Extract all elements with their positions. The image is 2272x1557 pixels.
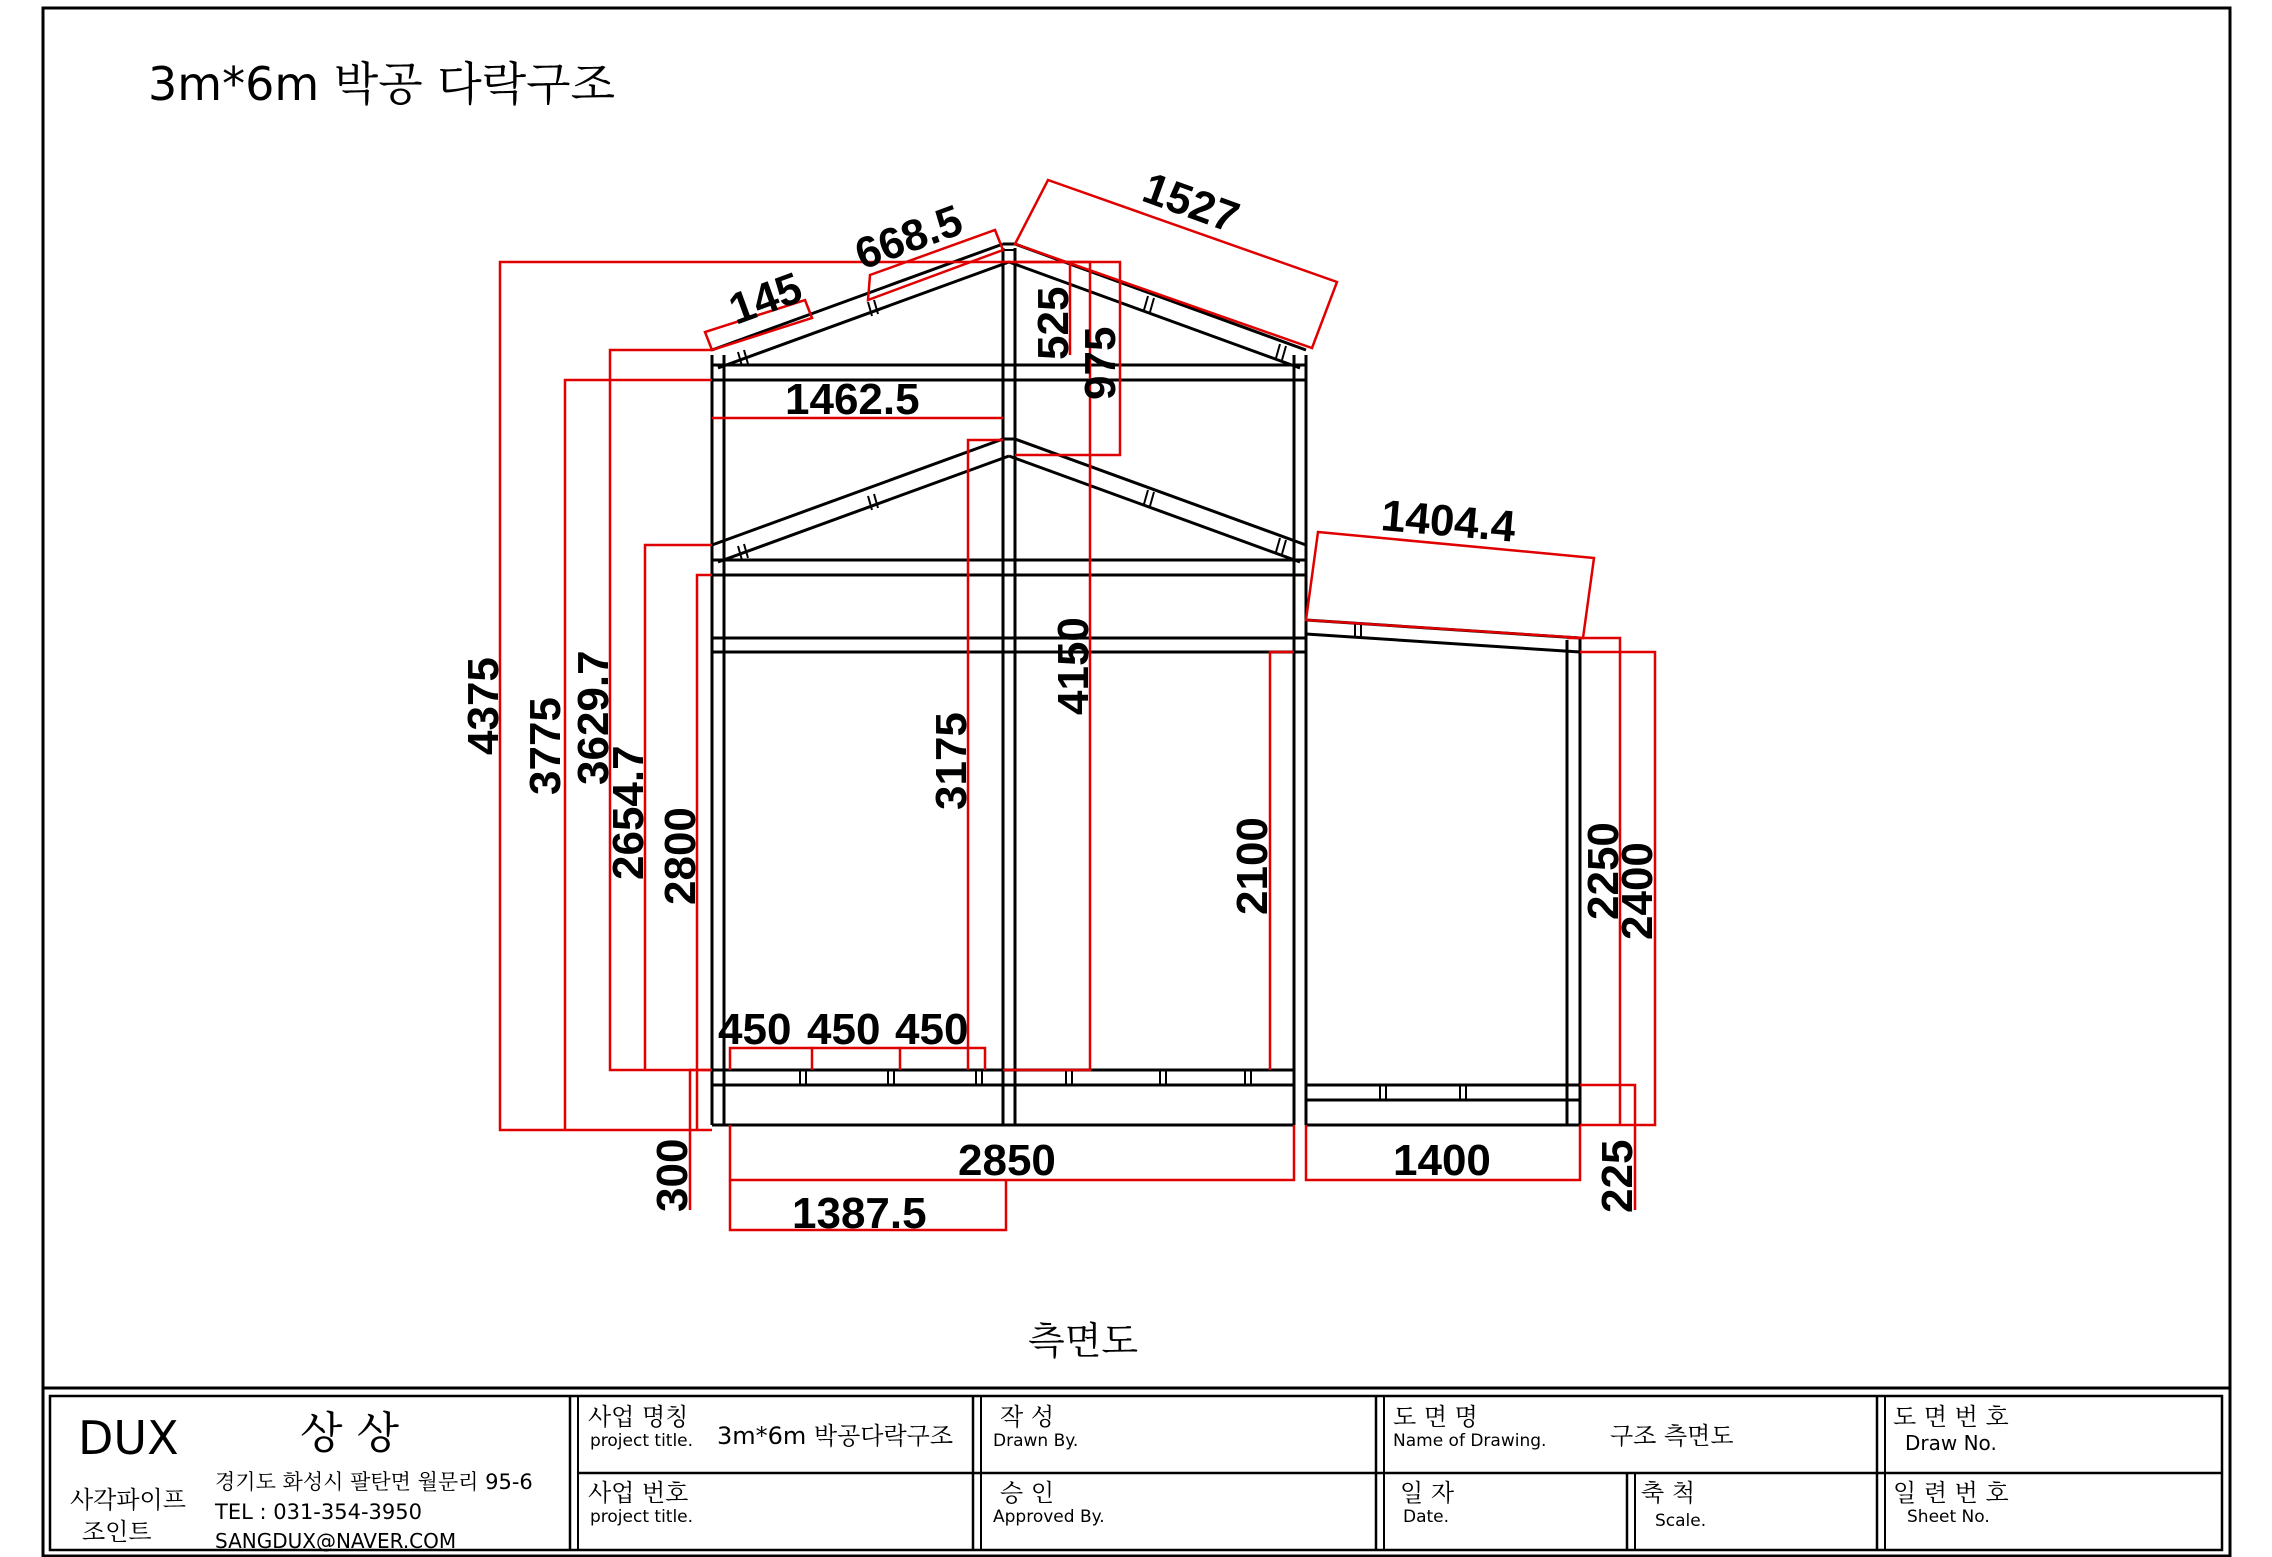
company-email: SANGDUX@NAVER.COM: [215, 1529, 457, 1553]
dim-2654-7: 2654.7: [604, 745, 653, 880]
date-label: 일 자: [1400, 1479, 1454, 1507]
dim-1387-5: 1387.5: [792, 1189, 927, 1238]
approved-sub: Approved By.: [993, 1507, 1105, 1527]
date-sub: Date.: [1403, 1507, 1450, 1527]
company-cell: [70, 1408, 533, 1553]
sheet-no-sub: Sheet No.: [1907, 1507, 1990, 1527]
dim-2100: 2100: [1228, 817, 1277, 915]
sheet-no-label: 일 련 번 호: [1893, 1479, 2009, 1507]
dim-450-b: 450: [807, 1005, 881, 1054]
dim-450-c: 450: [895, 1005, 969, 1054]
company-name: 상 상: [300, 1408, 399, 1459]
drawn-sub: Drawn By.: [993, 1431, 1079, 1451]
dim-4375: 4375: [459, 657, 508, 755]
scale-sub: Scale.: [1655, 1511, 1707, 1531]
scale-label: 축 척: [1641, 1479, 1695, 1507]
approved-label: 승 인: [1000, 1479, 1054, 1507]
project-name-sub: project title.: [590, 1431, 694, 1451]
dim-1400: 1400: [1393, 1136, 1491, 1185]
dim-2800: 2800: [656, 807, 705, 905]
dim-1404-4: 1404.4: [1379, 491, 1518, 552]
company-tel: TEL : 031-354-3950: [215, 1500, 422, 1524]
dim-450-a: 450: [718, 1005, 792, 1054]
dim-668-5: 668.5: [848, 195, 969, 280]
company-address: 경기도 화성시 팔탄면 월문리 95-6: [215, 1470, 533, 1494]
drawing-name-sub: Name of Drawing.: [1393, 1431, 1547, 1451]
dim-300: 300: [648, 1138, 697, 1212]
view-name: 측면도: [1028, 1319, 1139, 1363]
dim-3775: 3775: [521, 697, 570, 795]
dim-145: 145: [722, 263, 809, 335]
company-sub2: 조인트: [82, 1518, 152, 1546]
project-no-sub: project title.: [590, 1507, 694, 1527]
dim-975: 975: [1076, 326, 1125, 400]
dim-1462-5: 1462.5: [785, 375, 920, 424]
drawn-label: 작 성: [1000, 1403, 1054, 1431]
dim-2850: 2850: [958, 1136, 1056, 1185]
dim-1527: 1527: [1136, 163, 1246, 243]
dim-3629-7: 3629.7: [569, 650, 618, 785]
project-no-label: 사업 번호: [588, 1479, 689, 1507]
company-brand: DUX: [78, 1411, 179, 1465]
company-sub1: 사각파이프: [70, 1486, 186, 1514]
dim-2400: 2400: [1613, 842, 1662, 940]
drawing-title: 3m*6m 박공 다락구조: [148, 57, 616, 111]
dim-525: 525: [1029, 286, 1078, 360]
dimension-labels: [459, 163, 1662, 1238]
dim-3175: 3175: [927, 712, 976, 810]
draw-no-label: 도 면 번 호: [1893, 1403, 2009, 1431]
dim-2250: 2250: [1579, 822, 1628, 920]
project-name-label: 사업 명칭: [588, 1403, 689, 1431]
drawing-name-label: 도 면 명: [1393, 1403, 1478, 1431]
dim-225: 225: [1593, 1139, 1642, 1213]
draw-no-sub: Draw No.: [1905, 1431, 1997, 1455]
project-name-value: 3m*6m 박공다락구조: [717, 1422, 954, 1450]
drawing-name-value: 구조 측면도: [1610, 1422, 1734, 1450]
dim-4150: 4150: [1049, 617, 1098, 715]
